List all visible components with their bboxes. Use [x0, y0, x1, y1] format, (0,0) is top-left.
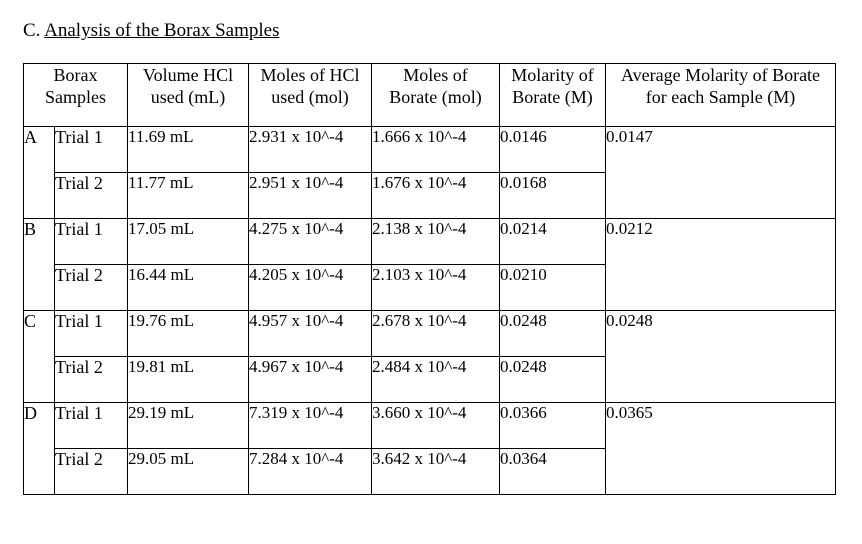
- volume-hcl-cell: 19.76 mL: [128, 311, 249, 357]
- header-line: used (mol): [271, 87, 349, 107]
- moles-hcl-cell: 4.957 x 10^-4: [249, 311, 372, 357]
- moles-hcl-cell: 4.967 x 10^-4: [249, 357, 372, 403]
- header-line: used (mL): [150, 87, 226, 107]
- trial-label: Trial 2: [55, 265, 128, 311]
- volume-hcl-cell: 29.05 mL: [128, 449, 249, 495]
- moles-hcl-cell: 7.284 x 10^-4: [249, 449, 372, 495]
- molarity-cell: 0.0210: [500, 265, 606, 311]
- header-molarity-borate: [500, 64, 606, 127]
- table-row: [24, 403, 836, 449]
- trial-label: Trial 1: [55, 127, 128, 173]
- average-molarity-cell: 0.0365: [606, 403, 836, 495]
- section-title: Analysis of the Borax Samples: [44, 20, 280, 41]
- moles-hcl-cell: 2.931 x 10^-4: [249, 127, 372, 173]
- molarity-cell: 0.0248: [500, 311, 606, 357]
- header-line: Moles of: [403, 65, 468, 85]
- average-molarity-cell: 0.0212: [606, 219, 836, 311]
- header-average-molarity: [606, 64, 836, 127]
- header-line: Average Molarity of Borate: [620, 65, 821, 85]
- sample-label: C: [24, 311, 55, 403]
- header-volume-hcl: [128, 64, 249, 127]
- molarity-cell: 0.0248: [500, 357, 606, 403]
- trial-label: Trial 1: [55, 311, 128, 357]
- header-line: Moles of HCl: [260, 65, 360, 85]
- molarity-cell: 0.0146: [500, 127, 606, 173]
- moles-borate-cell: 3.642 x 10^-4: [372, 449, 500, 495]
- moles-hcl-cell: 2.951 x 10^-4: [249, 173, 372, 219]
- moles-borate-cell: 2.678 x 10^-4: [372, 311, 500, 357]
- table-row: [24, 219, 836, 265]
- volume-hcl-cell: 11.77 mL: [128, 173, 249, 219]
- trial-label: Trial 2: [55, 173, 128, 219]
- moles-borate-cell: 2.103 x 10^-4: [372, 265, 500, 311]
- molarity-cell: 0.0168: [500, 173, 606, 219]
- sample-label: D: [24, 403, 55, 495]
- molarity-cell: 0.0214: [500, 219, 606, 265]
- average-molarity-cell: 0.0147: [606, 127, 836, 219]
- header-moles-hcl: [249, 64, 372, 127]
- header-borax-samples: [24, 64, 128, 127]
- sample-label: B: [24, 219, 55, 311]
- moles-hcl-cell: 4.275 x 10^-4: [249, 219, 372, 265]
- moles-hcl-cell: 7.319 x 10^-4: [249, 403, 372, 449]
- volume-hcl-cell: 11.69 mL: [128, 127, 249, 173]
- average-molarity-cell: 0.0248: [606, 311, 836, 403]
- moles-borate-cell: 2.138 x 10^-4: [372, 219, 500, 265]
- section-letter: C.: [23, 20, 41, 41]
- header-line: Samples: [45, 87, 106, 107]
- molarity-cell: 0.0366: [500, 403, 606, 449]
- borax-analysis-table: [23, 63, 836, 495]
- header-line: Borate (M): [512, 87, 593, 107]
- volume-hcl-cell: 19.81 mL: [128, 357, 249, 403]
- trial-label: Trial 2: [55, 357, 128, 403]
- header-line: Borate (mol): [389, 87, 482, 107]
- moles-borate-cell: 1.676 x 10^-4: [372, 173, 500, 219]
- table-row: [24, 311, 836, 357]
- sample-label: A: [24, 127, 55, 219]
- section-heading: [23, 20, 280, 42]
- trial-label: Trial 1: [55, 219, 128, 265]
- header-line: Molarity of: [511, 65, 594, 85]
- header-moles-borate: [372, 64, 500, 127]
- header-row: [24, 64, 836, 127]
- volume-hcl-cell: 17.05 mL: [128, 219, 249, 265]
- volume-hcl-cell: 16.44 mL: [128, 265, 249, 311]
- table-row: [24, 127, 836, 173]
- trial-label: Trial 2: [55, 449, 128, 495]
- trial-label: Trial 1: [55, 403, 128, 449]
- header-line: for each Sample (M): [645, 87, 796, 107]
- moles-borate-cell: 3.660 x 10^-4: [372, 403, 500, 449]
- header-line: Borax: [53, 65, 98, 85]
- header-line: Volume HCl: [142, 65, 234, 85]
- moles-borate-cell: 2.484 x 10^-4: [372, 357, 500, 403]
- moles-borate-cell: 1.666 x 10^-4: [372, 127, 500, 173]
- molarity-cell: 0.0364: [500, 449, 606, 495]
- volume-hcl-cell: 29.19 mL: [128, 403, 249, 449]
- moles-hcl-cell: 4.205 x 10^-4: [249, 265, 372, 311]
